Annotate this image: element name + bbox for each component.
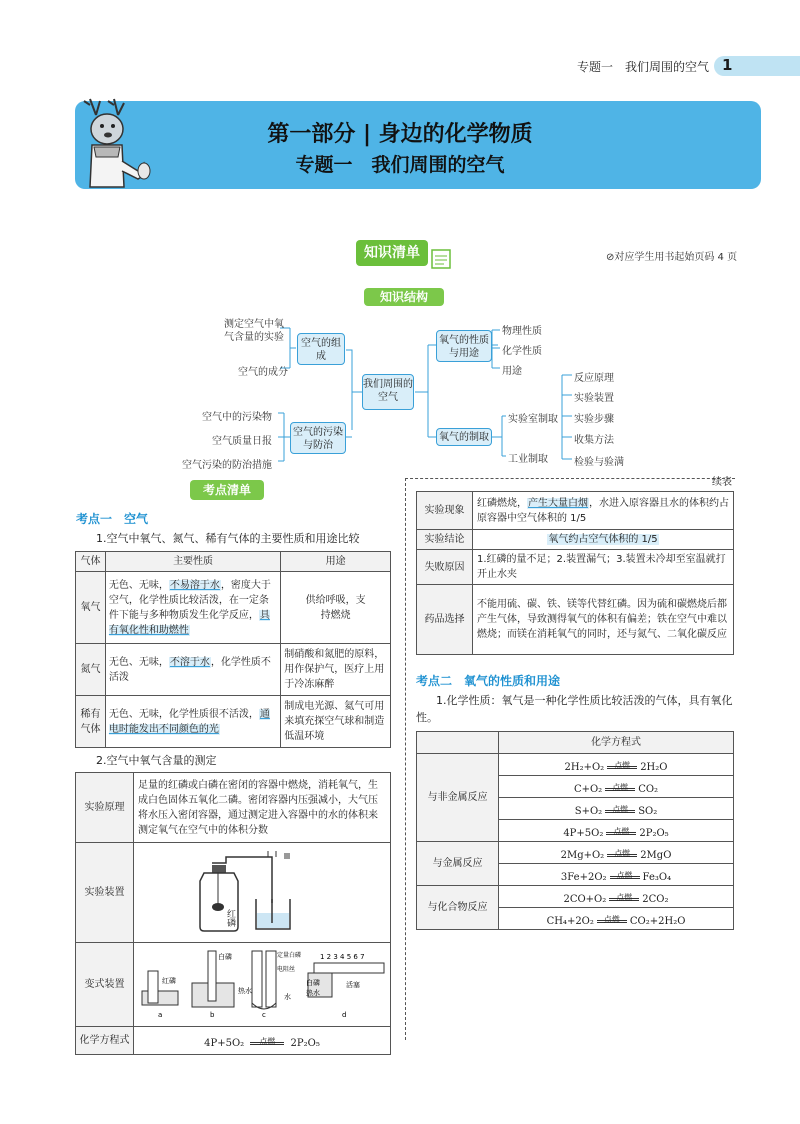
table-header: 化学方程式 [499,732,734,754]
page-number: 1 [722,56,733,74]
mindmap-center: 我们周围的空气 [362,374,414,410]
svg-text:c: c [262,1011,266,1019]
table-header: 主要性质 [105,552,280,572]
mindmap-leaf: 检验与验满 [574,457,624,468]
equation-cell [134,1027,391,1055]
chemical-equation: C+O₂ 点燃 CO₂ [499,776,734,798]
topic-title: 专题一 我们周围的空气 [295,154,505,176]
gas-name: 氮气 [76,644,106,696]
mindmap-leaf: 反应原理 [574,373,614,384]
column-divider-top [405,478,735,479]
mindmap-leaf: 实验步骤 [574,414,614,425]
chemical-equation: 2Mg+O₂ 点燃 2MgO [499,842,734,864]
mindmap-node-oxygen-preparation: 氧气的制取 [436,428,492,446]
svg-text:a: a [158,1011,163,1019]
gas-name: 氧气 [76,572,106,644]
row-label: 药品选择 [417,585,473,655]
svg-text:热水: 热水 [238,987,252,995]
svg-text:定量白磷: 定量白磷 [277,952,302,959]
point1-title: 考点一 空气 [76,512,149,526]
mindmap-leaf: 空气质量日报 [212,436,272,447]
mindmap-leaf: 物理性质 [502,326,542,337]
mindmap-leaf: 实验装置 [574,393,614,404]
point1-sub1: 1.空气中氧气、氮气、稀有气体的主要性质和用途比较 [96,532,360,545]
mindmap-leaf: 化学性质 [502,346,542,357]
row-text: 不能用硫、碳、铁、镁等代替红磷。因为硫和碳燃烧后都产生气体，导致测得氧气的体积有偏差；铁在空气中难以燃烧；而镁在消耗氧气的同时，还与氮气、二氧化碳反应 [473,585,734,655]
mindmap-leaf: 工业制取 [508,454,548,465]
svg-text:白磷: 白磷 [306,979,320,987]
mindmap-leaf: 测定空气中氧气含量的实验 [224,319,284,343]
column-divider [405,478,406,1040]
svg-text:电阻丝: 电阻丝 [277,966,296,973]
reaction-group-label: 与金属反应 [417,842,499,886]
apparatus-diagram [134,843,390,937]
row-text: 红磷燃烧，产生大量白烟，水进入原容器且水的体积约占原容器中空气体积的 1/5 [473,492,734,530]
svg-text:b: b [210,1011,215,1019]
table-header: 用途 [281,552,391,572]
row-label: 化学方程式 [76,1027,134,1055]
running-header: 专题一 我们周围的空气 [577,60,710,74]
mindmap-node-oxygen-properties: 氧气的性质与用途 [436,330,492,362]
mindmap-leaf: 实验室制取 [508,414,558,425]
point2-title: 考点二 氧气的性质和用途 [416,674,561,688]
mindmap-node-air-composition: 空气的组成 [297,333,345,365]
reaction-rows [417,754,734,930]
gas-properties: 无色、无味，不溶于水，化学性质不活泼 [105,644,280,696]
svg-text:白磷: 白磷 [218,953,232,961]
student-book-page-note: ⊘对应学生用书起始页码 4 页 [606,252,738,263]
mindmap-leaf: 空气中的污染物 [202,412,272,423]
gas-properties: 无色、无味，不易溶于水，密度大于空气，化学性质比较活泼，在一定条件下能与多种物质发生化学反应，具有氧化性和助燃性 [105,572,280,644]
svg-text:1 2 3 4 5 6 7: 1 2 3 4 5 6 7 [320,953,365,961]
variant-figure [134,943,391,1027]
variant-apparatus-diagram [134,943,390,1021]
table-header: 气体 [76,552,106,572]
mindmap-leaf: 用途 [502,366,522,377]
chemical-equation: CH₄+2O₂ 点燃 CO₂+2H₂O [499,908,734,930]
oxygen-measurement-table [75,772,391,1055]
knowledge-list-tag: 知识清单 [356,240,428,266]
chemical-equation: 4P+5O₂ 点燃 2P₂O₅ [499,820,734,842]
reaction-group-label: 与非金属反应 [417,754,499,842]
chemical-equation: 4P+5O₂ 点燃 2P₂O₅ [204,1037,320,1049]
svg-text:红磷: 红磷 [162,977,176,985]
chemical-equation: 3Fe+2O₂ 点燃 Fe₃O₄ [499,864,734,886]
oxygen-reactions-table [416,731,734,930]
reaction-group-label: 与化合物反应 [417,886,499,930]
principle-text: 足量的红磷或白磷在密闭的容器中燃烧，消耗氧气，生成白色固体五氧化二磷。密闭容器内压强减小，大气压将水压入密闭容器，通过测定进入容器中的水的体积来测定氧气在空气中的体积分数 [134,773,391,843]
row-label: 实验装置 [76,843,134,943]
point1-sub2: 2.空气中氧气含量的测定 [96,754,217,767]
row-label: 变式装置 [76,943,134,1027]
gas-use: 供给呼吸，支持燃烧 [281,572,391,644]
chemical-equation: 2CO+O₂ 点燃 2CO₂ [499,886,734,908]
chemical-equation: 2H₂+O₂ 点燃 2H₂O [499,754,734,776]
mindmap-node-air-pollution: 空气的污染与防治 [290,422,346,454]
gas-use: 制成电光源、氦气可用来填充探空气球和制造低温环境 [281,696,391,748]
part-title: 第一部分 | 身边的化学物质 [267,122,533,147]
device-figure [134,843,391,943]
svg-text:活塞: 活塞 [346,981,360,989]
svg-text:热水: 热水 [306,989,320,997]
table-header [417,732,499,754]
point2-paragraph: 1.化学性质：氧气是一种化学性质比较活泼的气体，具有氧化性。 [416,694,733,724]
row-label: 实验原理 [76,773,134,843]
gas-use: 制硝酸和氮肥的原料，用作保护气，医疗上用于冷冻麻醉 [281,644,391,696]
svg-text:d: d [342,1011,347,1019]
knowledge-structure-tag: 知识结构 [364,288,444,306]
exam-points-tag: 考点清单 [190,480,264,500]
mindmap-leaf: 收集方法 [574,435,614,446]
continued-table [416,491,734,655]
mindmap-leaf: 空气污染的防治措施 [182,460,272,471]
svg-text:水: 水 [284,993,291,1001]
row-label: 失败原因 [417,550,473,585]
row-label: 实验现象 [417,492,473,530]
row-text: 1.红磷的量不足；2.装置漏气；3.装置未冷却至室温就打开止水夹 [473,550,734,585]
row-label: 实验结论 [417,530,473,550]
gas-name: 稀有气体 [76,696,106,748]
red-phosphorus-label: 红磷 [225,909,235,927]
continued-label: 续表 [712,477,732,488]
chemical-equation: S+O₂ 点燃 SO₂ [499,798,734,820]
gas-properties-table [75,551,391,748]
row-text: 氧气约占空气体积的 1/5 [473,530,734,550]
gas-properties: 无色、无味，化学性质很不活泼，通电时能发出不同颜色的光 [105,696,280,748]
mindmap-leaf: 空气的成分 [238,367,288,378]
